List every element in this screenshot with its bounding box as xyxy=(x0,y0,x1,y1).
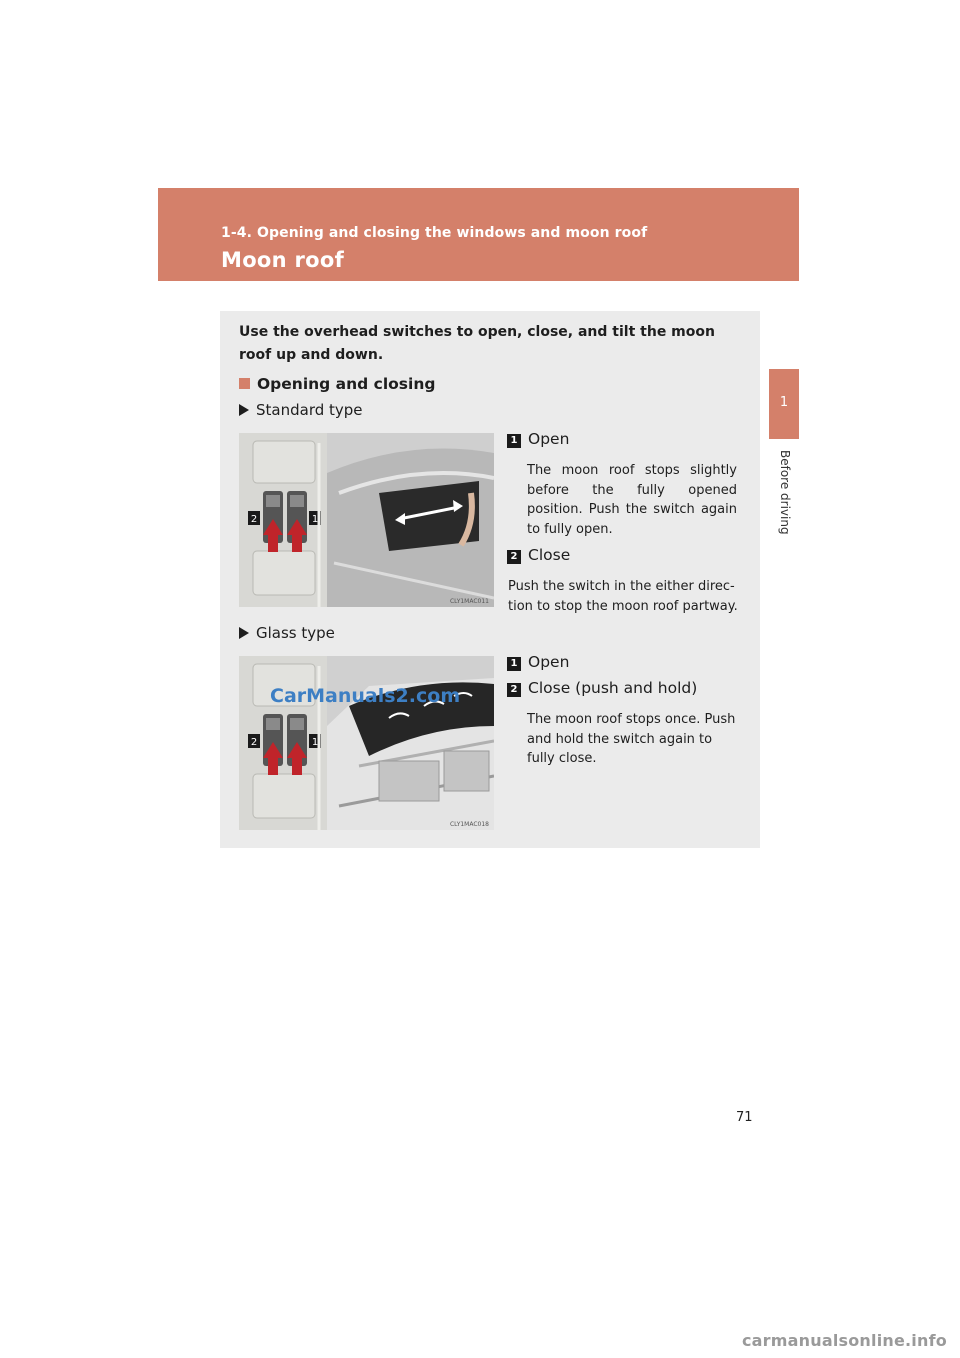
section-heading-text: Opening and closing xyxy=(257,375,436,393)
glass-item-open xyxy=(507,653,569,671)
standard-switch-illustration xyxy=(239,433,494,607)
chapter-tab xyxy=(769,369,799,439)
glass-item-close-label: Close (push and hold) xyxy=(528,679,698,697)
standard-type-label: Standard type xyxy=(256,401,363,419)
chapter-tab-number: 1 xyxy=(779,395,789,410)
svg-text:1: 1 xyxy=(311,514,319,525)
svg-text:1: 1 xyxy=(311,737,319,748)
glass-type-label: Glass type xyxy=(256,624,335,642)
glass-item-open-label: Open xyxy=(528,653,570,671)
section-square-icon xyxy=(239,378,250,389)
chapter-side-label xyxy=(770,450,800,540)
standard-item-close xyxy=(507,546,570,564)
standard-type-heading xyxy=(239,401,363,419)
page-title: Moon roof xyxy=(221,248,345,272)
standard-type-photo xyxy=(239,433,494,607)
glass-type-heading xyxy=(239,624,335,642)
watermark-carmanuals2: CarManuals2.com xyxy=(270,685,461,707)
intro-text: Use the overhead switches to open, close, and tilt the moon roof up and down. xyxy=(239,324,715,363)
watermark-carmanualsonline: carmanualsonline.info xyxy=(742,1331,947,1350)
number-badge-2: 2 xyxy=(507,683,521,697)
glass-switch-illustration xyxy=(239,656,494,830)
standard-item-close-desc: Push the switch in the either direc-tion to stop the moon roof partway. xyxy=(508,579,738,614)
standard-item-close-label: Close xyxy=(528,546,571,564)
standard-item-open xyxy=(507,430,569,448)
page-number: 71 xyxy=(736,1110,753,1125)
triangle-bullet-icon xyxy=(239,627,249,639)
glass-item-close xyxy=(507,679,697,697)
glass-photo-code: CLY1MAC018 xyxy=(449,821,489,828)
glass-type-photo xyxy=(239,656,494,830)
number-badge-1: 1 xyxy=(507,434,521,448)
number-badge-1: 1 xyxy=(507,657,521,671)
svg-text:2: 2 xyxy=(250,514,258,525)
glass-item-close-desc: The moon roof stops once. Push and hold the switch again to fully close. xyxy=(527,712,736,766)
section-breadcrumb: 1-4. Opening and closing the windows and moon roof xyxy=(221,225,648,241)
standard-item-open-label: Open xyxy=(528,430,570,448)
content-panel xyxy=(220,311,760,848)
standard-item-open-desc: The moon roof stops slightly before the fully opened position. Push the switch again to fully open. xyxy=(527,463,737,537)
chapter-header xyxy=(158,188,799,281)
number-badge-2: 2 xyxy=(507,550,521,564)
triangle-bullet-icon xyxy=(239,404,249,416)
standard-photo-code: CLY1MAC011 xyxy=(449,598,489,605)
svg-text:2: 2 xyxy=(250,737,258,748)
chapter-side-label-text: Before driving xyxy=(778,450,792,535)
section-heading xyxy=(239,375,435,393)
